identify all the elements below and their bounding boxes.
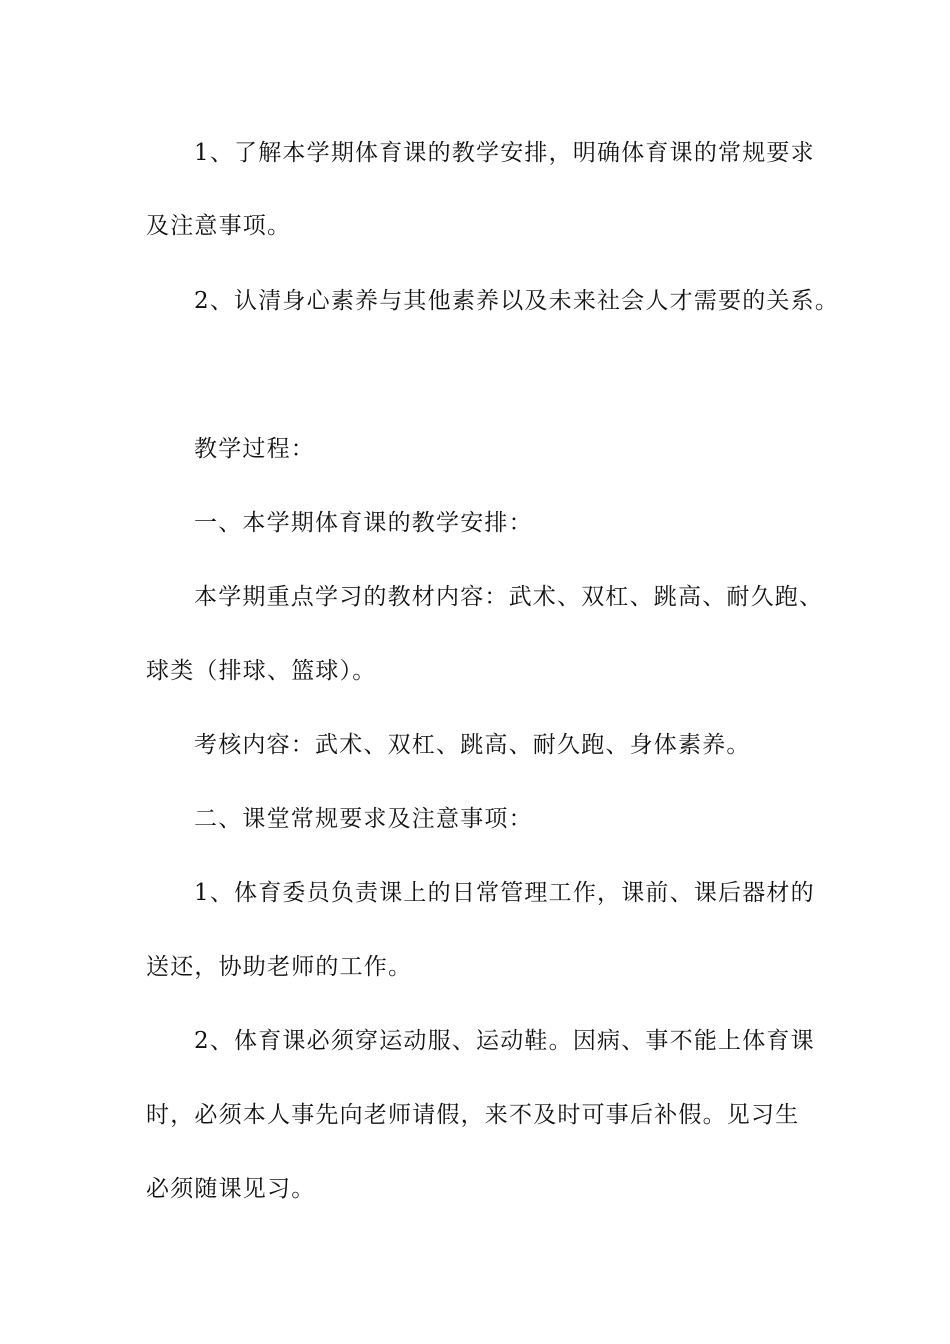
- rule-2-line-3: 必须随课见习。: [146, 1176, 316, 1202]
- content-line-1: 本学期重点学习的教材内容：武术、双杠、跳高、耐久跑、: [194, 584, 824, 610]
- goal-1-line-2: 及注意事项。: [146, 213, 292, 239]
- section-heading-2: 二、课堂常规要求及注意事项：: [194, 806, 533, 832]
- rule-1-line-2: 送还，协助老师的工作。: [146, 954, 413, 980]
- content-line-2: 球类（排球、篮球）。: [146, 658, 377, 684]
- assessment-line: 考核内容：武术、双杠、跳高、耐久跑、身体素养。: [194, 732, 751, 758]
- rule-2-line-1: 2、体育课必须穿运动服、运动鞋。因病、事不能上体育课: [194, 1028, 815, 1054]
- rule-2-line-2: 时，必须本人事先向老师请假，来不及时可事后补假。见习生: [146, 1102, 800, 1128]
- goal-2-line: 2、认清身心素养与其他素养以及未来社会人才需要的关系。: [194, 288, 840, 314]
- goal-1-line-1: 1、了解本学期体育课的教学安排，明确体育课的常规要求: [194, 140, 815, 166]
- section-heading-1: 一、本学期体育课的教学安排：: [194, 510, 533, 536]
- section-heading-process: 教学过程：: [194, 436, 315, 462]
- rule-1-line-1: 1、体育委员负责课上的日常管理工作，课前、课后器材的: [194, 880, 815, 906]
